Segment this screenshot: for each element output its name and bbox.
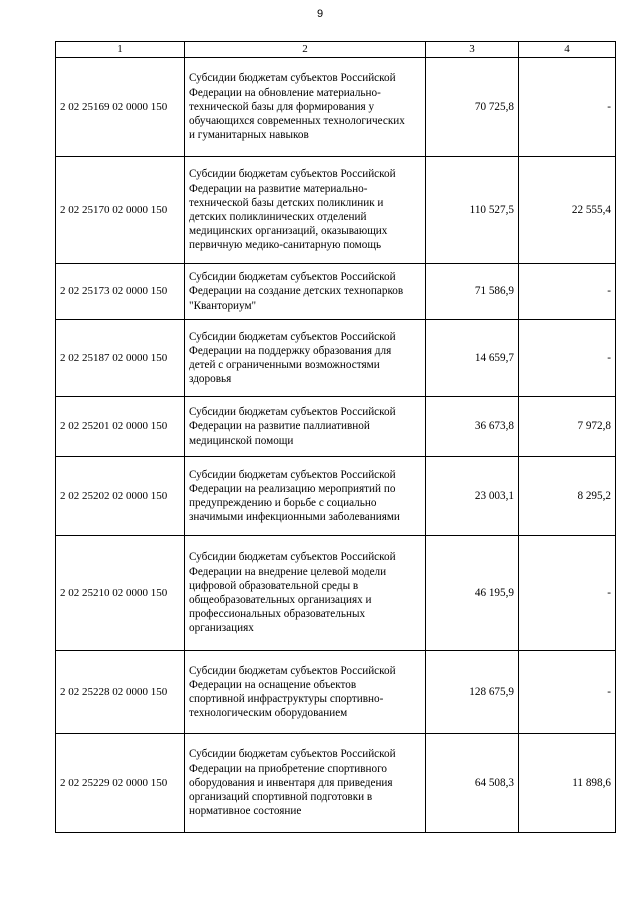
- value-col4: 22 555,4: [519, 157, 616, 264]
- value-col4: -: [519, 264, 616, 320]
- table-row: [56, 157, 616, 264]
- table-row: [56, 320, 616, 397]
- column-header-4: 4: [519, 42, 616, 58]
- description: Субсидии бюджетам субъектов Российской Федерации на развитие паллиативной медицинской помощи: [185, 397, 426, 457]
- value-col4: 7 972,8: [519, 397, 616, 457]
- value-col4: 11 898,6: [519, 734, 616, 833]
- description: Субсидии бюджетам субъектов Российской Федерации на оснащение объектов спортивной инфраструктуры спортивно- технологическим оборудованием: [185, 651, 426, 734]
- budget-code: 2 02 25187 02 0000 150: [56, 320, 185, 397]
- description: Субсидии бюджетам субъектов Российской Федерации на обновление материально- технической базы для формирования у обучающихся современных технологических и гуманитарных навыков: [185, 58, 426, 157]
- value-col4: -: [519, 58, 616, 157]
- description: Субсидии бюджетам субъектов Российской Федерации на реализацию мероприятий по предупреждению и борьбе с социально значимыми инфекционными заболеваниями: [185, 457, 426, 536]
- budget-code: 2 02 25229 02 0000 150: [56, 734, 185, 833]
- budget-code: 2 02 25169 02 0000 150: [56, 58, 185, 157]
- column-header-2: 2: [185, 42, 426, 58]
- description: Субсидии бюджетам субъектов Российской Федерации на создание детских технопарков "Кванториум": [185, 264, 426, 320]
- table-row: [56, 58, 616, 157]
- budget-code: 2 02 25202 02 0000 150: [56, 457, 185, 536]
- description: Субсидии бюджетам субъектов Российской Федерации на поддержку образования для детей с ограниченными возможностями здоровья: [185, 320, 426, 397]
- table-row: [56, 397, 616, 457]
- value-col3: 70 725,8: [426, 58, 519, 157]
- budget-code: 2 02 25210 02 0000 150: [56, 536, 185, 651]
- column-header-1: 1: [56, 42, 185, 58]
- budget-code: 2 02 25228 02 0000 150: [56, 651, 185, 734]
- value-col4: -: [519, 536, 616, 651]
- value-col3: 64 508,3: [426, 734, 519, 833]
- description: Субсидии бюджетам субъектов Российской Федерации на внедрение целевой модели цифровой образовательной среды в общеобразовательных организациях и профессиональных образовательных организациях: [185, 536, 426, 651]
- table-row: [56, 734, 616, 833]
- value-col3: 36 673,8: [426, 397, 519, 457]
- table-row: [56, 536, 616, 651]
- column-header-3: 3: [426, 42, 519, 58]
- description: Субсидии бюджетам субъектов Российской Федерации на развитие материально- технической базы детских поликлиник и детских поликлинических отделений медицинских организаций, оказывающих первичную медико-санитарную помощь: [185, 157, 426, 264]
- value-col4: -: [519, 651, 616, 734]
- page-number: 9: [316, 8, 324, 20]
- value-col3: 110 527,5: [426, 157, 519, 264]
- table-header-row: [56, 42, 616, 58]
- table-row: [56, 264, 616, 320]
- value-col3: 46 195,9: [426, 536, 519, 651]
- value-col4: 8 295,2: [519, 457, 616, 536]
- budget-table: [55, 41, 616, 833]
- table-row: [56, 651, 616, 734]
- budget-code: 2 02 25201 02 0000 150: [56, 397, 185, 457]
- value-col3: 128 675,9: [426, 651, 519, 734]
- table-row: [56, 457, 616, 536]
- value-col3: 14 659,7: [426, 320, 519, 397]
- budget-code: 2 02 25173 02 0000 150: [56, 264, 185, 320]
- value-col3: 23 003,1: [426, 457, 519, 536]
- description: Субсидии бюджетам субъектов Российской Федерации на приобретение спортивного оборудования и инвентаря для приведения организаций спортивной подготовки в нормативное состояние: [185, 734, 426, 833]
- value-col3: 71 586,9: [426, 264, 519, 320]
- value-col4: -: [519, 320, 616, 397]
- budget-code: 2 02 25170 02 0000 150: [56, 157, 185, 264]
